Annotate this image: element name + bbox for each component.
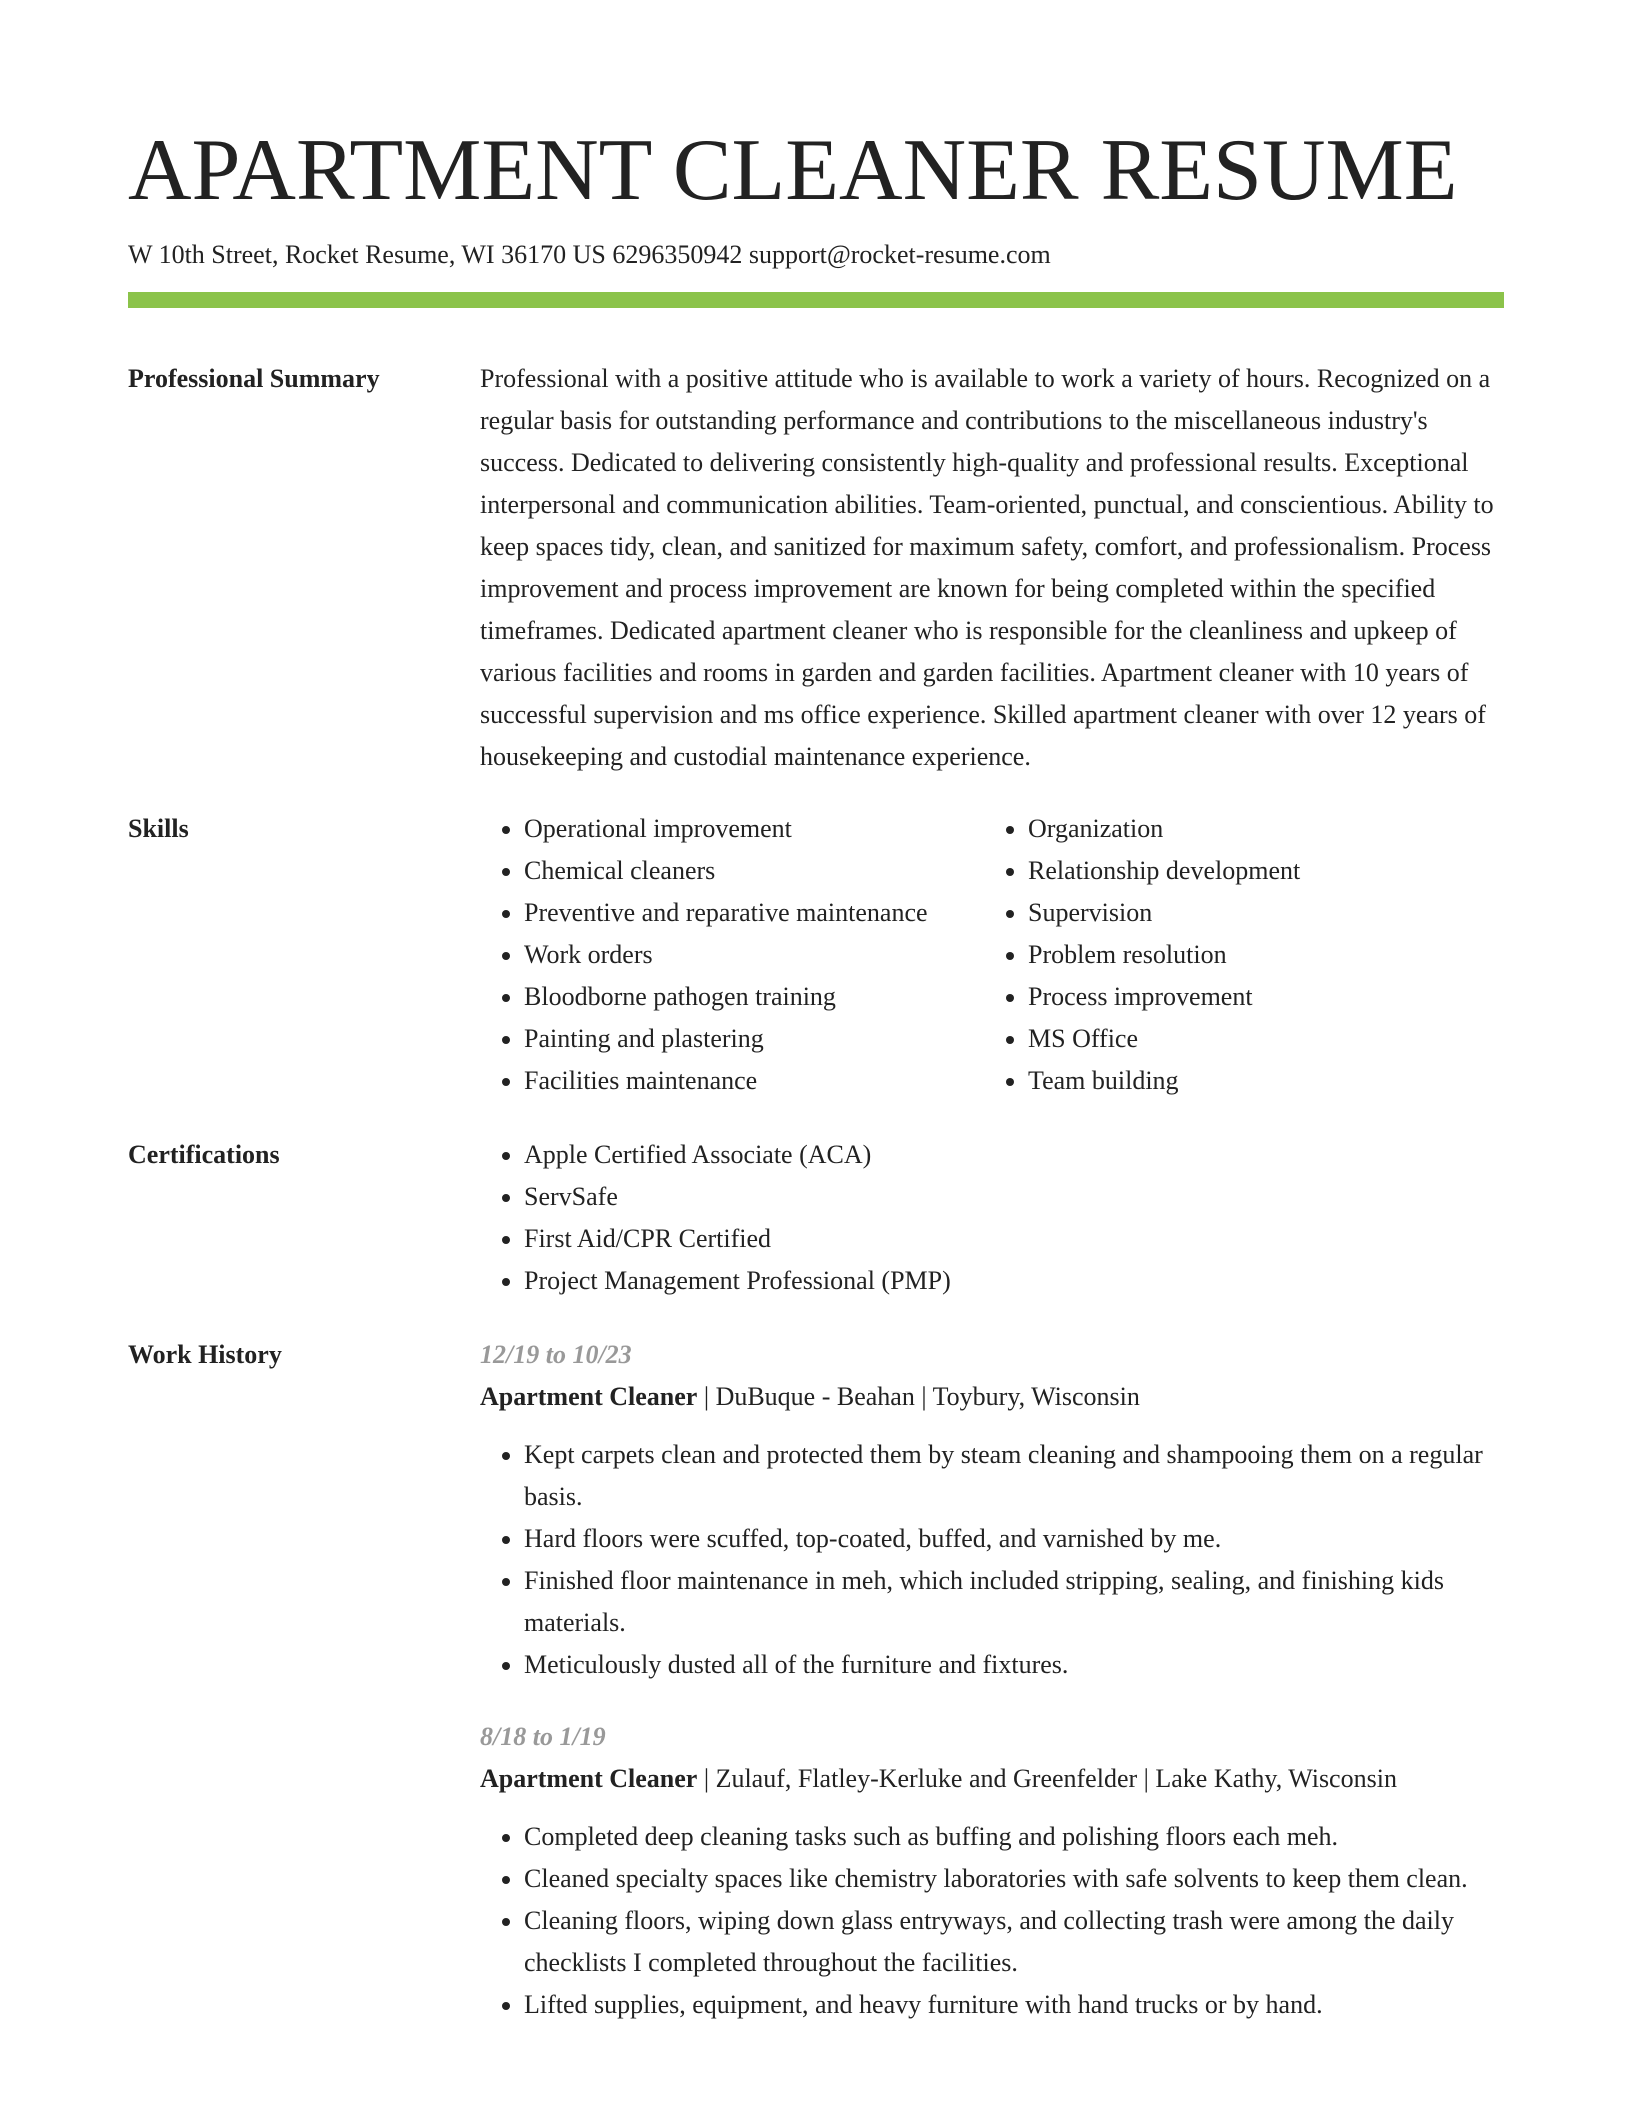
job-company: Zulauf, Flatley-Kerluke and Greenfelder [715,1764,1138,1793]
job-duty: • Kept carpets clean and protected them by steam cleaning and shampooing them on a regular basis. [524,1434,1504,1518]
job-duty: • Finished floor maintenance in meh, which included stripping, sealing, and finishing kids materials. [524,1560,1504,1644]
summary-heading: Professional Summary [128,364,380,393]
job-dates: 8/18 to 1/19 [480,1722,606,1751]
skills-section [128,808,1504,1102]
job-role: Apartment Cleaner [480,1764,698,1793]
skills-list-left [480,808,984,1102]
job-duty: • Cleaning floors, wiping down glass entryways, and collecting trash were among the daily checklists I completed throughout the facilities. [524,1900,1504,1984]
work-history-heading: Work History [128,1340,282,1369]
job-company: DuBuque - Beahan [715,1382,915,1411]
certification-item: • Project Management Professional (PMP) [524,1260,1504,1302]
job-duty: • Cleaned specialty spaces like chemistry laboratories with safe solvents to keep them clean. [524,1858,1504,1900]
certifications-section [128,1134,1504,1302]
accent-divider [128,292,1504,308]
job-entry [480,1334,1504,1686]
contact-address: W 10th Street, Rocket Resume, WI 36170 US [128,240,606,269]
resume-title: APARTMENT CLEANER RESUME [128,122,1458,219]
certification-item: • Apple Certified Associate (ACA) [524,1134,1504,1176]
job-separator [697,1382,715,1411]
skill-item: • Chemical cleaners [524,850,984,892]
job-dates: 12/19 to 10/23 [480,1340,632,1369]
contact-email: support@rocket-resume.com [748,240,1051,269]
skill-item: • Bloodborne pathogen training [524,976,984,1018]
skill-item: • Preventive and reparative maintenance [524,892,984,934]
job-duties-list [480,1816,1504,2026]
certification-item: • First Aid/CPR Certified [524,1218,1504,1260]
job-location: Toybury, Wisconsin [932,1382,1140,1411]
work-history-section [128,1334,1504,2026]
job-separator [697,1764,715,1793]
contact-line [128,238,1504,272]
job-title-line [480,1758,1504,1800]
job-duty: • Hard floors were scuffed, top-coated, buffed, and varnished by me. [524,1518,1504,1560]
skills-heading: Skills [128,814,189,843]
job-role: Apartment Cleaner [480,1382,698,1411]
job-duty: • Lifted supplies, equipment, and heavy furniture with hand trucks or by hand. [524,1984,1504,2026]
work-history-body [480,1334,1504,2026]
skills-body [480,808,1504,1102]
certification-item: • ServSafe [524,1176,1504,1218]
skill-item: • Painting and plastering [524,1018,984,1060]
skill-item: • Operational improvement [524,808,984,850]
job-title-line [480,1376,1504,1418]
summary-text: Professional with a positive attitude who is available to work a variety of hours. Recognized on a regular basis for outstanding performance and contributions to the miscellaneous industry's success. Dedicated to delivering consistently high-quality and professional results. Exceptional interpersonal and communication abilities. Team-oriented, punctual, and conscientious. Ability to keep spaces tidy, clean, and sanitized for maximum safety, comfort, and professionalism. Process improvement and process improvement are known for being completed within the specified timeframes. Dedicated apartment cleaner who is responsible for the cleanliness and upkeep of various facilities and rooms in garden and garden facilities. Apartment cleaner with 10 years of successful supervision and ms office experience. Skilled apartment cleaner with over 12 years of housekeeping and custodial maintenance experience. [480,364,1494,771]
job-separator [915,1382,933,1411]
certifications-list [480,1134,1504,1302]
job-entry [480,1716,1504,2026]
skill-item: • Work orders [524,934,984,976]
skill-item: • Supervision [1028,892,1300,934]
job-duty: • Completed deep cleaning tasks such as buffing and polishing floors each meh. [524,1816,1504,1858]
skills-list-right [984,808,1300,1102]
certifications-heading: Certifications [128,1140,280,1169]
job-location: Lake Kathy, Wisconsin [1155,1764,1397,1793]
certifications-body [480,1134,1504,1302]
job-duty: • Meticulously dusted all of the furniture and fixtures. [524,1644,1504,1686]
skill-item: • Facilities maintenance [524,1060,984,1102]
skill-item: • Organization [1028,808,1300,850]
resume-page [128,118,1504,2026]
summary-body [480,358,1504,778]
skill-item: • Problem resolution [1028,934,1300,976]
skill-item: • Process improvement [1028,976,1300,1018]
skill-item: • MS Office [1028,1018,1300,1060]
skill-item: • Relationship development [1028,850,1300,892]
skill-item: • Team building [1028,1060,1300,1102]
job-duties-list [480,1434,1504,1686]
summary-section [128,358,1504,778]
contact-phone: 6296350942 [612,240,743,269]
job-separator [1137,1764,1155,1793]
